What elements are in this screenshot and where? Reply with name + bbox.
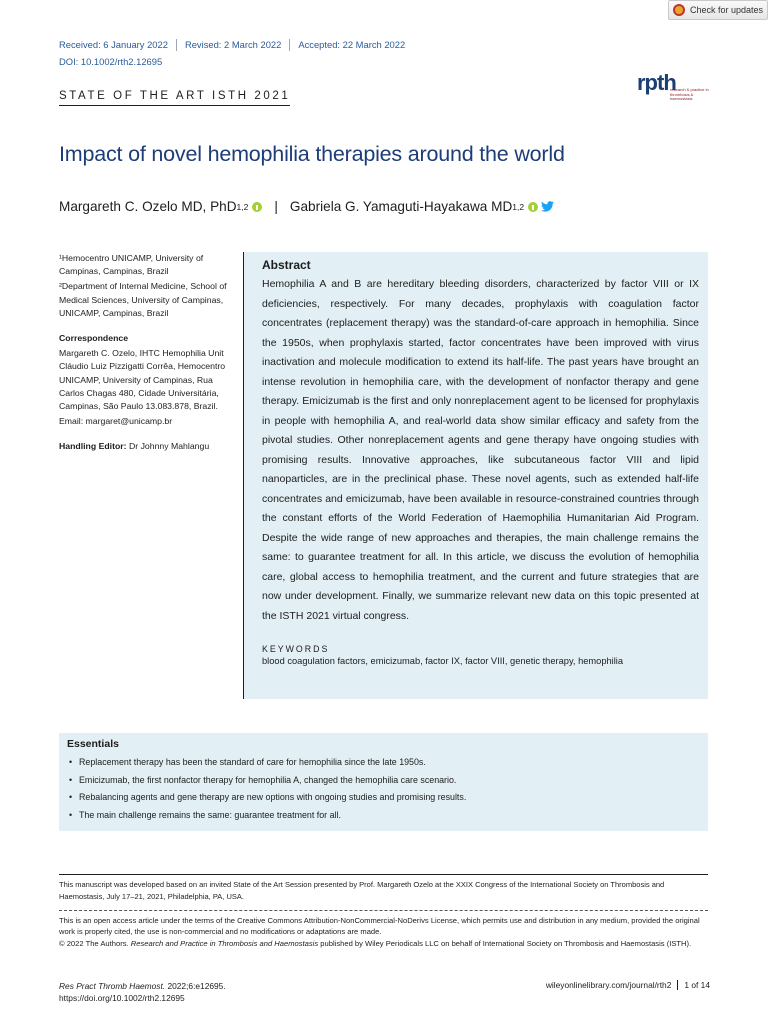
- essentials-list: [67, 754, 700, 824]
- keywords-text: blood coagulation factors, emicizumab, factor IX, factor VIII, genetic therapy, hemophilia: [262, 656, 624, 666]
- manuscript-footnote: This manuscript was developed based on an invited State of the Art Session presented by Prof. Margareth Ozelo at the XXIX Congress of the International Society on Thrombosis and Haemostasis, July 17–21, 2021, Philadelphia, PA, USA.: [59, 874, 708, 903]
- correspondence-label: Correspondence: [59, 333, 129, 344]
- citation-journal: Res Pract Thromb Haemost.: [59, 981, 166, 991]
- keywords-label: KEYWORDS: [262, 644, 330, 654]
- author-name: Gabriela G. Yamaguti-Hayakawa MD: [289, 199, 513, 214]
- license-notice: [59, 910, 708, 949]
- abstract-heading: Abstract: [262, 258, 311, 272]
- orcid-icon[interactable]: [528, 202, 538, 212]
- affiliation-2: ²Department of Internal Medicine, School of Medical Sciences, University of Campinas, UNICAMP, Campinas, Brazil: [59, 281, 227, 318]
- check-for-updates-label: Check for updates: [690, 5, 764, 15]
- twitter-icon[interactable]: [541, 201, 554, 212]
- author-name: Margareth C. Ozelo MD, PhD: [59, 199, 237, 214]
- citation-details: 2022;6:e12695.: [167, 981, 226, 991]
- doi-link[interactable]: DOI: 10.1002/rth2.12695: [59, 56, 163, 67]
- author-affiliation: 1,2: [236, 201, 249, 212]
- author-separator: |: [274, 199, 278, 214]
- essentials-item: • Replacement therapy has been the standard of care for hemophilia since the late 1950s.: [67, 754, 700, 772]
- handling-editor-label: Handling Editor:: [59, 441, 127, 452]
- revised-date: Revised: 2 March 2022: [176, 39, 289, 51]
- article-sidebar: [59, 252, 237, 456]
- journal-logo: [637, 70, 712, 100]
- article-dates: [59, 39, 413, 51]
- citation-doi-link[interactable]: https://doi.org/10.1002/rth2.12695: [59, 993, 185, 1003]
- author-list: [59, 199, 554, 214]
- essentials-panel: [59, 733, 708, 831]
- page-footer-right: [546, 980, 710, 990]
- correspondence-text: Margareth C. Ozelo, IHTC Hemophilia Unit Cláudio Luiz Pizzigatti Corrêa, Hemocentro UNICAMP, University of Campinas, Rua Carlos Chagas 480, Cidade Universitária, Campinas, São Paulo 13.083.878, Brazil.: [59, 348, 226, 412]
- received-date: Received: 6 January 2022: [59, 39, 168, 50]
- page-number: 1 of 14: [677, 980, 710, 990]
- article-title: Impact of novel hemophilia therapies around the world: [59, 142, 565, 166]
- citation-info: [59, 980, 226, 1004]
- journal-logo-tagline: research & practice in thrombosis & haemostasis: [670, 87, 709, 101]
- journal-name: Research and Practice in Thrombosis and Haemostasis: [130, 938, 319, 948]
- copyright-line: © 2022 The Authors. Research and Practice in Thrombosis and Haemostasis published by Wiley Periodicals LLC on behalf of International Society on Thrombosis and Haemostasis (ISTH).: [59, 938, 692, 948]
- license-text: This is an open access article under the terms of the Creative Commons Attribution-NonCommercial-NoDerivs License, which permits use and distribution in any medium, provided the original work is properly cited, the use is non-commercial and no modifications or adaptations are made.: [59, 916, 700, 937]
- journal-website-link[interactable]: wileyonlinelibrary.com/journal/rth2: [545, 980, 672, 990]
- abstract-panel: [243, 252, 708, 699]
- orcid-icon[interactable]: [252, 202, 262, 212]
- handling-editor-name: Dr Johnny Mahlangu: [128, 441, 210, 452]
- crossmark-icon: [673, 4, 685, 16]
- essentials-item: • Emicizumab, the first nonfactor therapy for hemophilia A, changed the hemophilia care scenario.: [67, 772, 700, 790]
- author-affiliation: 1,2: [512, 201, 525, 212]
- essentials-item: • Rebalancing agents and gene therapy are new options with ongoing studies and promising results.: [67, 789, 700, 807]
- essentials-item: • The main challenge remains the same: guarantee treatment for all.: [67, 807, 700, 825]
- section-label: STATE OF THE ART ISTH 2021: [59, 90, 290, 106]
- affiliation-1: ¹Hemocentro UNICAMP, University of Campinas, Campinas, Brazil: [59, 253, 204, 277]
- essentials-heading: Essentials: [67, 738, 119, 750]
- accepted-date: Accepted: 22 March 2022: [289, 39, 413, 51]
- abstract-text: Hemophilia A and B are hereditary bleeding disorders, characterized by factor VIII or IX deficiencies, respectively. For many decades, prophylaxis with coagulation factor concentrates (replacement therapy) was the standard-of-care approach in hemophilia. Since the 1950s, when prophylaxis started, factor concentrates have been improved with virus inactivation and molecule modification to extend its half-life. The past years have brought an intense revolution in hemophilia care, with the development of nonfactor therapy and gene therapy. Emicizumab is the first and only nonreplacement agent to be licensed for prophylaxis in people with hemophilia A, and real-world data show similar efficacy and safety from the pivotal studies. Other nonreplacement agents and gene therapy have ongoing studies with promising results. Innovative approaches, like subcutaneous factor VIII and lipid nanoparticles, are in the preclinical phase. These novel agents, such as extended half-life concentrates and emicizumab, have been available in resource-constrained countries through the constant efforts of the World Federation of Haemophilia Humanitarian Aid Program. Despite the wide range of new approaches and therapies, the main challenge remains the same: to guarantee treatment for all. In this article, we discuss the evolution of hemophilia care, global access to hemophilia treatment, and the current and future strategies that are now under development. Finally, we summarize relevant new data on this topic presented at the ISTH 2021 virtual congress.: [262, 278, 699, 622]
- correspondence-email[interactable]: Email: margaret@unicamp.br: [59, 416, 173, 427]
- journal-logo-word: rpth: [637, 70, 676, 95]
- check-for-updates-button[interactable]: [668, 0, 768, 20]
